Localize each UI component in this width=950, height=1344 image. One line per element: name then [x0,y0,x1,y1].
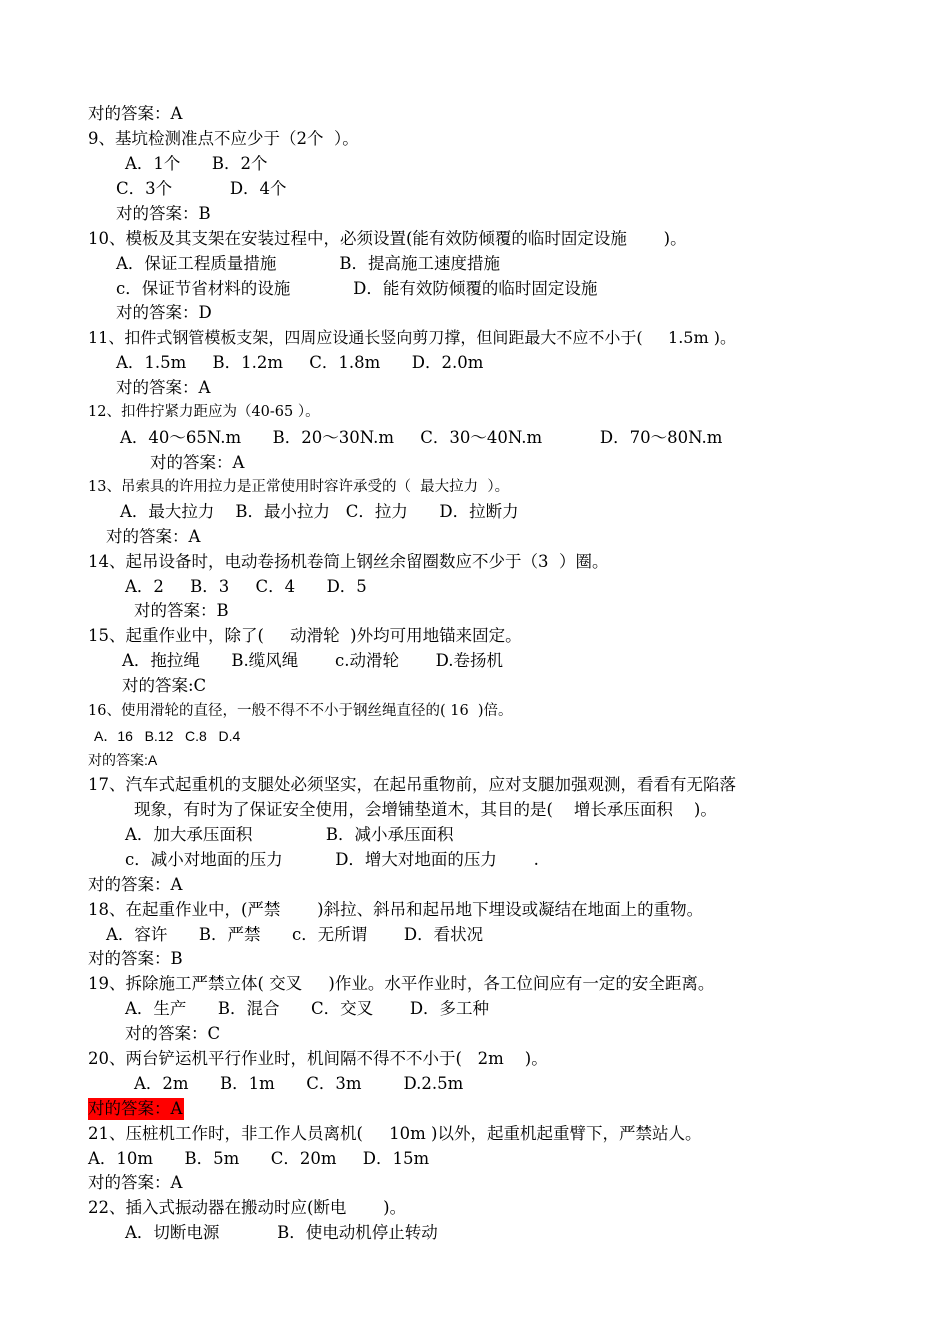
question-22: 22、插入式振动器在搬动时应(断电 )。 [88,1198,407,1217]
answer-line: 对的答案：A [150,453,245,472]
options-line: c．保证节省材料的设施 D．能有效防倾覆的临时固定设施 [116,279,598,298]
answer-line: 对的答案：B [116,204,211,223]
options-line: A．2m B．1m C．3m D.2.5m [134,1074,464,1093]
answer-line: 对的答案：B [88,949,183,968]
options-line: A．拖拉绳 B.缆风绳 c.动滑轮 D.卷扬机 [122,651,504,670]
options-line: A．生产 B．混合 C．交叉 D．多工种 [125,999,490,1018]
question-18: 18、在起重作业中，(严禁 )斜拉、斜吊和起吊地下埋设或凝结在地面上的重物。 [88,900,704,919]
options-line: A．16 B.12 C.8 D.4 [94,728,241,744]
answer-line: 对的答案:C [122,676,207,695]
options-line: A．40～65N.m B．20～30N.m C．30～40N.m D．70～80N.m [120,428,723,447]
highlighted-answer-line: 对的答案：A [88,1099,183,1118]
question-13: 13、吊索具的许用拉力是正常使用时容许承受的（ 最大拉力 ）。 [88,479,510,495]
question-17: 17、汽车式起重机的支腿处必须坚实，在起吊重物前，应对支腿加强观测，看看有无陷落 [88,775,736,794]
question-14: 14、起吊设备时，电动卷扬机卷筒上钢丝余留圈数应不少于（3 ）圈。 [88,552,609,571]
answer-line: 对的答案：A [116,378,211,397]
options-line: A．容许 B．严禁 c．无所谓 D．看状况 [106,925,484,944]
question-17-continued: 现象，有时为了保证安全使用，会增铺垫道木，其目的是( 增长承压面积 )。 [134,800,717,819]
options-line: A．2 B．3 C．4 D．5 [125,577,367,596]
question-19: 19、拆除施工严禁立体( 交叉 )作业。水平作业时，各工位间应有一定的安全距离。 [88,974,715,993]
answer-line: 对的答案：A [88,1173,183,1192]
answer-line: 对的答案：C [125,1024,221,1043]
question-9: 9、基坑检测准点不应少于（2个 ）。 [88,129,359,148]
question-20: 20、两台铲运机平行作业时，机间隔不得不不小于( 2m )。 [88,1049,548,1068]
options-line: C．3个 D．4个 [116,179,287,198]
options-line: A．10m B．5m C．20m D．15m [88,1149,430,1168]
options-line: A．加大承压面积 B．减小承压面积 [125,825,454,844]
answer-line: 对的答案：A [88,104,183,123]
answer-line: 对的答案：A [106,527,201,546]
question-15: 15、起重作业中，除了( 动滑轮 )外均可用地锚来固定。 [88,626,522,645]
answer-line: 对的答案：B [134,601,229,620]
question-16: 16、使用滑轮的直径，一般不得不不小于钢丝绳直径的( 16 )倍。 [88,703,513,719]
options-line: A．保证工程质量措施 B．提高施工速度措施 [116,254,500,273]
answer-line: 对的答案:A [88,752,158,768]
answer-line: 对的答案：A [88,875,183,894]
options-line: A．最大拉力 B．最小拉力 C．拉力 D．拉断力 [120,502,519,521]
answer-line: 对的答案：D [116,303,212,322]
options-line: c．减小对地面的压力 D．增大对地面的压力 . [125,850,539,869]
question-21: 21、压桩机工作时，非工作人员离机( 10m )以外，起重机起重臂下，严禁站人。 [88,1124,702,1143]
question-10: 10、模板及其支架在安装过程中，必须设置(能有效防倾覆的临时固定设施 )。 [88,229,687,248]
options-line: A．1个 B．2个 [125,154,268,173]
options-line: A．1.5m B．1.2m C．1.8m D．2.0m [116,353,484,372]
question-11: 11、扣件式钢管模板支架，四周应设通长竖向剪刀撑，但间距最大不应不小于( 1.5m )。 [88,328,736,347]
question-12: 12、扣件拧紧力距应为（40-65 ）。 [88,404,320,420]
options-line: A．切断电源 B．使电动机停止转动 [125,1223,438,1242]
